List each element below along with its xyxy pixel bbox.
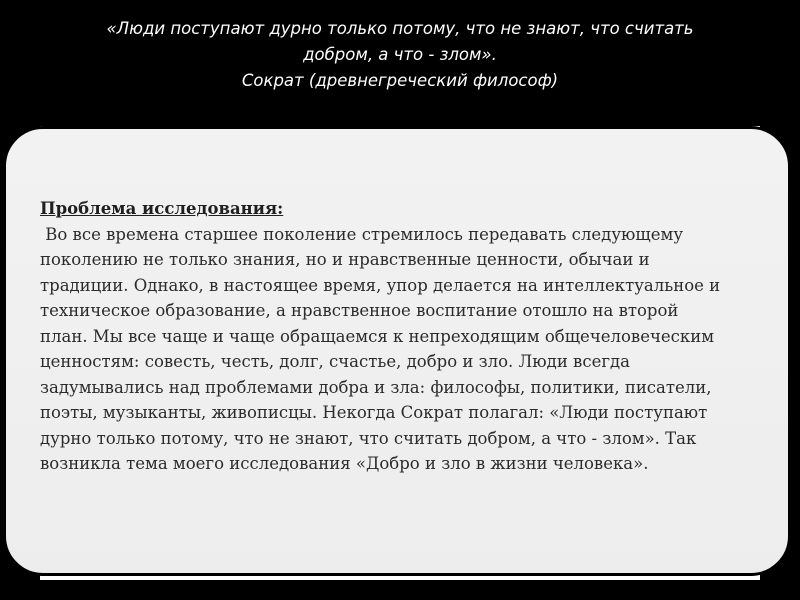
quote-line-2: добром, а что - злом». bbox=[303, 45, 497, 64]
epigraph-quote bbox=[0, 16, 800, 94]
paragraph-line: план. Мы все чаще и чаще обращаемся к непреходящим общечеловеческим bbox=[40, 326, 715, 346]
paragraph-line: техническое образование, а нравственное воспитание отошло на второй bbox=[40, 301, 679, 320]
quote-attribution: Сократ (древнегреческий философ) bbox=[241, 71, 559, 90]
quote-line-1: «Люди поступают дурно только потому, что не знают, что считать bbox=[106, 19, 694, 38]
paragraph-line: возникла тема моего исследования «Добро и зло в жизни человека». bbox=[40, 454, 649, 473]
quote-banner bbox=[0, 0, 800, 126]
paragraph-line: ценностям: совесть, честь, долг, счастье, добро и зло. Люди всегда bbox=[40, 352, 630, 371]
section-heading: Проблема исследования: bbox=[40, 199, 284, 218]
paragraph-line: Во все времена старшее поколение стремилось передавать следующему bbox=[40, 224, 684, 244]
frame-bottom-edge bbox=[0, 580, 800, 600]
paragraph-line: задумывались над проблемами добра и зла: философы, политики, писатели, bbox=[40, 377, 712, 397]
content-card bbox=[3, 126, 791, 576]
research-problem-section bbox=[40, 196, 775, 477]
paragraph-line: традиции. Однако, в настоящее время, упор делается на интеллектуальное и bbox=[40, 275, 721, 295]
paragraph-line: поэты, музыканты, живописцы. Некогда Сократ полагал: «Люди поступают bbox=[40, 403, 708, 422]
paragraph-line: поколению не только знания, но и нравственные ценности, обычаи и bbox=[40, 250, 650, 269]
paragraph-line: дурно только потому, что не знают, что считать добром, а что - злом». Так bbox=[40, 428, 697, 448]
